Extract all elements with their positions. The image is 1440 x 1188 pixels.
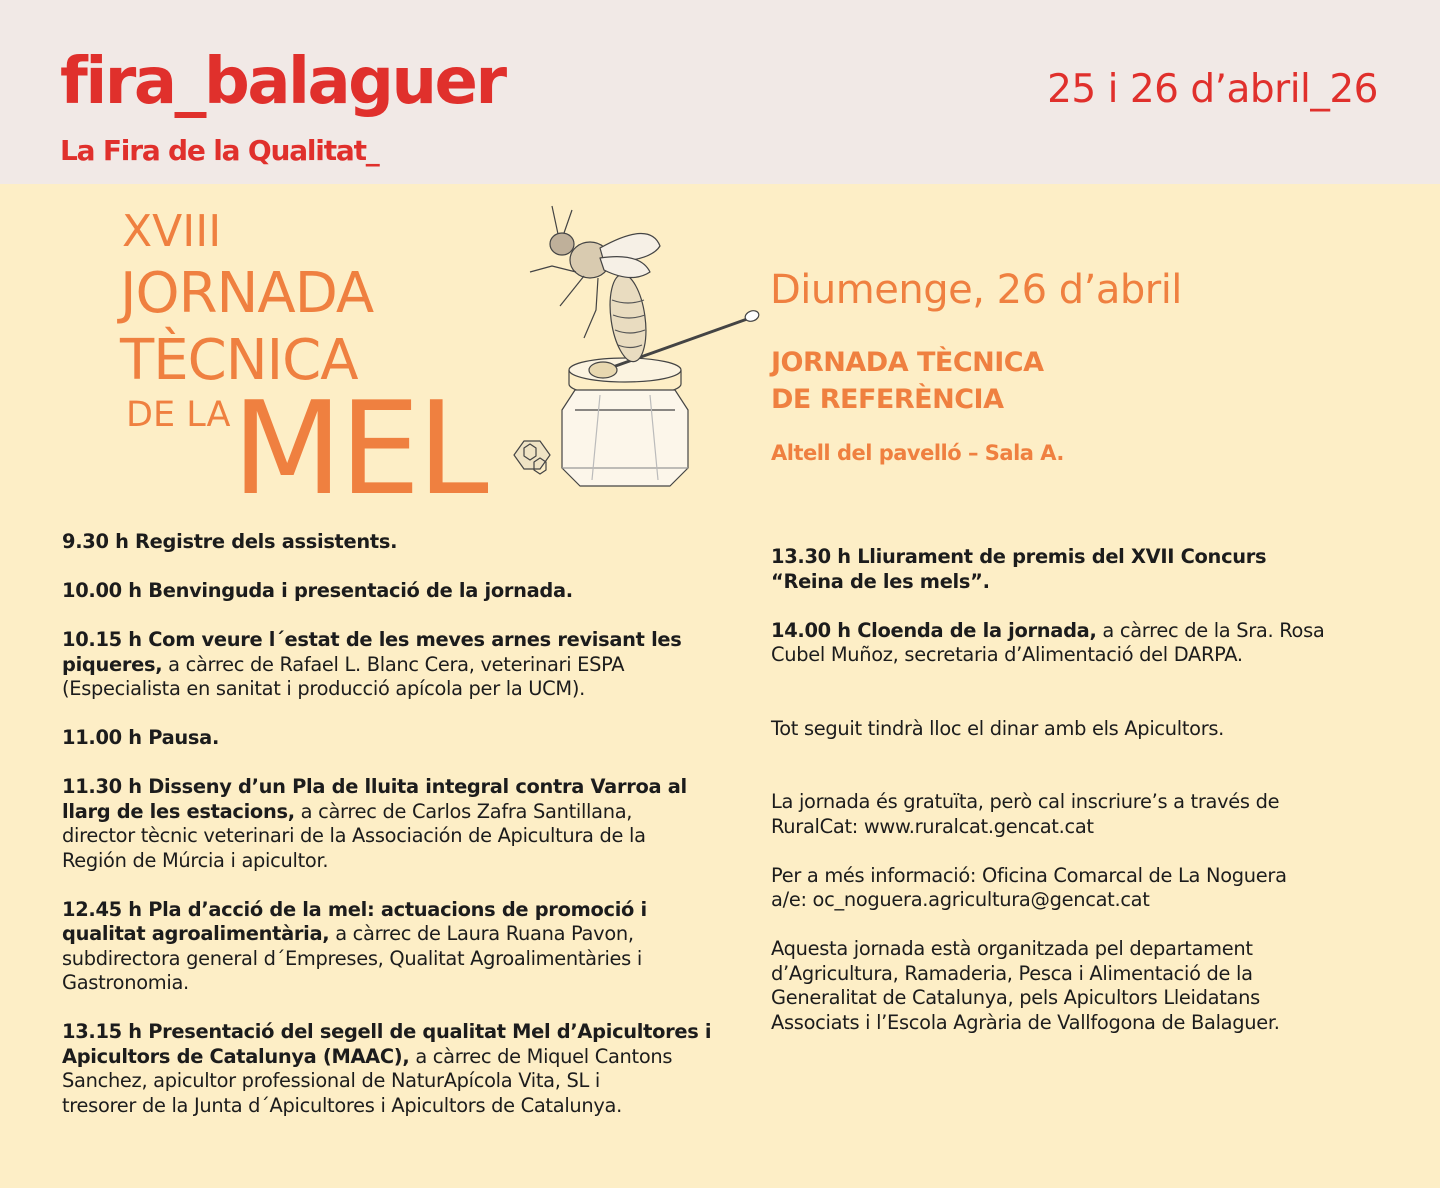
program-item-title: 12.45 h Pla d’acció de la mel: actuacions de promoció i <box>62 897 647 921</box>
lunch-note: Tot seguit tindrà lloc el dinar amb els Apicultors. <box>771 716 1225 740</box>
program-item <box>771 619 1391 668</box>
program-item-speaker: Región de Múrcia i apicultor. <box>62 848 329 872</box>
event-subtitle-line1: JORNADA TÈCNICA <box>771 347 1044 378</box>
program-item-speaker: subdirectora general d´Empreses, Qualitat Agroalimentàries i <box>62 946 642 970</box>
registration-link[interactable]: RuralCat: www.ruralcat.gencat.cat <box>771 814 1094 838</box>
program-left-column <box>62 530 712 1118</box>
title-de-la: DE LA <box>126 395 231 435</box>
program-item-title: 10.00 h Benvinguda i presentació de la jornada. <box>62 579 573 602</box>
contact-line: Per a més informació: Oficina Comarcal de La Noguera <box>771 863 1287 887</box>
program-item-speaker: a càrrec de Laura Ruana Pavon, <box>329 922 634 945</box>
registration-line: La jornada és gratuïta, però cal inscriure’s a través de <box>771 790 1280 813</box>
organizers-line: Associats i l’Escola Agrària de Vallfogona de Balaguer. <box>771 1010 1280 1034</box>
program-item-speaker: a càrrec de Miquel Cantons <box>409 1044 673 1068</box>
contact-note <box>771 864 1391 913</box>
program-item-title: Apicultors de Catalunya (MAAC), <box>62 1044 410 1068</box>
event-day: Diumenge, 26 d’abril <box>770 267 1182 313</box>
organizers-line: Generalitat de Catalunya, pels Apicultors Lleidatans <box>771 986 1260 1009</box>
program-right-column <box>771 545 1391 1035</box>
program-item-title: 10.15 h Com veure l´estat de les meves arnes revisant les <box>62 628 682 651</box>
bee-honey-jar-illustration <box>500 200 770 500</box>
title-edition: XVIII <box>122 206 222 257</box>
program-item <box>62 628 712 702</box>
program-item <box>62 775 712 873</box>
program-item-speaker: (Especialista en sanitat i producció apícola per la UCM). <box>62 677 585 700</box>
title-mel: MEL <box>232 375 486 524</box>
title-tecnica: TÈCNICA <box>120 328 358 393</box>
program-item-speaker: Cubel Muñoz, secretaria d’Alimentació del DARPA. <box>771 643 1243 666</box>
program-item-title: 14.00 h Cloenda de la jornada, <box>771 618 1097 642</box>
program-item-title: 11.00 h Pausa. <box>62 726 220 749</box>
program-item <box>62 1020 712 1118</box>
header-band <box>0 0 1440 184</box>
program-item-speaker: a càrrec de Carlos Zafra Santillana, <box>294 799 633 823</box>
organizers-line: d’Agricultura, Ramaderia, Pesca i Alimentació de la <box>771 961 1253 985</box>
registration-note <box>771 790 1391 839</box>
program-item-title: “Reina de les mels”. <box>771 569 990 593</box>
title-jornada: JORNADA <box>120 261 374 326</box>
organizers-line: Aquesta jornada està organitzada pel departament <box>771 937 1253 960</box>
program-item-title: 13.15 h Presentació del segell de qualitat Mel d’Apicultores i <box>62 1020 712 1043</box>
contact-email[interactable]: a/e: oc_noguera.agricultura@gencat.cat <box>771 888 1150 911</box>
program-item-speaker: Sanchez, apicultor professional de NaturApícola Vita, SL i <box>62 1069 600 1092</box>
program-item-title: 9.30 h Registre dels assistents. <box>62 530 398 553</box>
program-item <box>771 545 1391 594</box>
program-item-title: 11.30 h Disseny d’un Pla de lluita integral contra Varroa al <box>62 775 687 798</box>
program-item <box>62 726 712 751</box>
program-item-speaker: director tècnic veterinari de la Associación de Apicultura de la <box>62 824 646 847</box>
program-item-speaker: tresorer de la Junta d´Apicultores i Apicultors de Catalunya. <box>62 1093 623 1117</box>
brand-tagline: La Fira de la Qualitat_ <box>60 134 379 167</box>
program-item-title: piqueres, <box>62 652 163 676</box>
fair-dates: 25 i 26 d’abril_26 <box>1047 67 1378 112</box>
program-item-title: llarg de les estacions, <box>62 799 295 823</box>
program-item-speaker: Gastronomia. <box>62 971 189 994</box>
program-item-speaker: a càrrec de la Sra. Rosa <box>1096 618 1325 642</box>
program-item-title: 13.30 h Lliurament de premis del XVII Concurs <box>771 545 1267 568</box>
event-subtitle <box>771 344 1044 418</box>
program-item <box>62 898 712 996</box>
brand-logo: fira_balaguer <box>60 45 505 119</box>
organizers-note <box>771 937 1391 1035</box>
event-venue: Altell del pavelló – Sala A. <box>771 441 1064 465</box>
program-item-title: qualitat agroalimentària, <box>62 922 330 945</box>
program-item-speaker: a càrrec de Rafael L. Blanc Cera, veterinari ESPA <box>162 652 625 676</box>
program-item <box>62 579 712 604</box>
program-item <box>62 530 712 555</box>
event-subtitle-line2: DE REFERÈNCIA <box>771 384 1004 415</box>
